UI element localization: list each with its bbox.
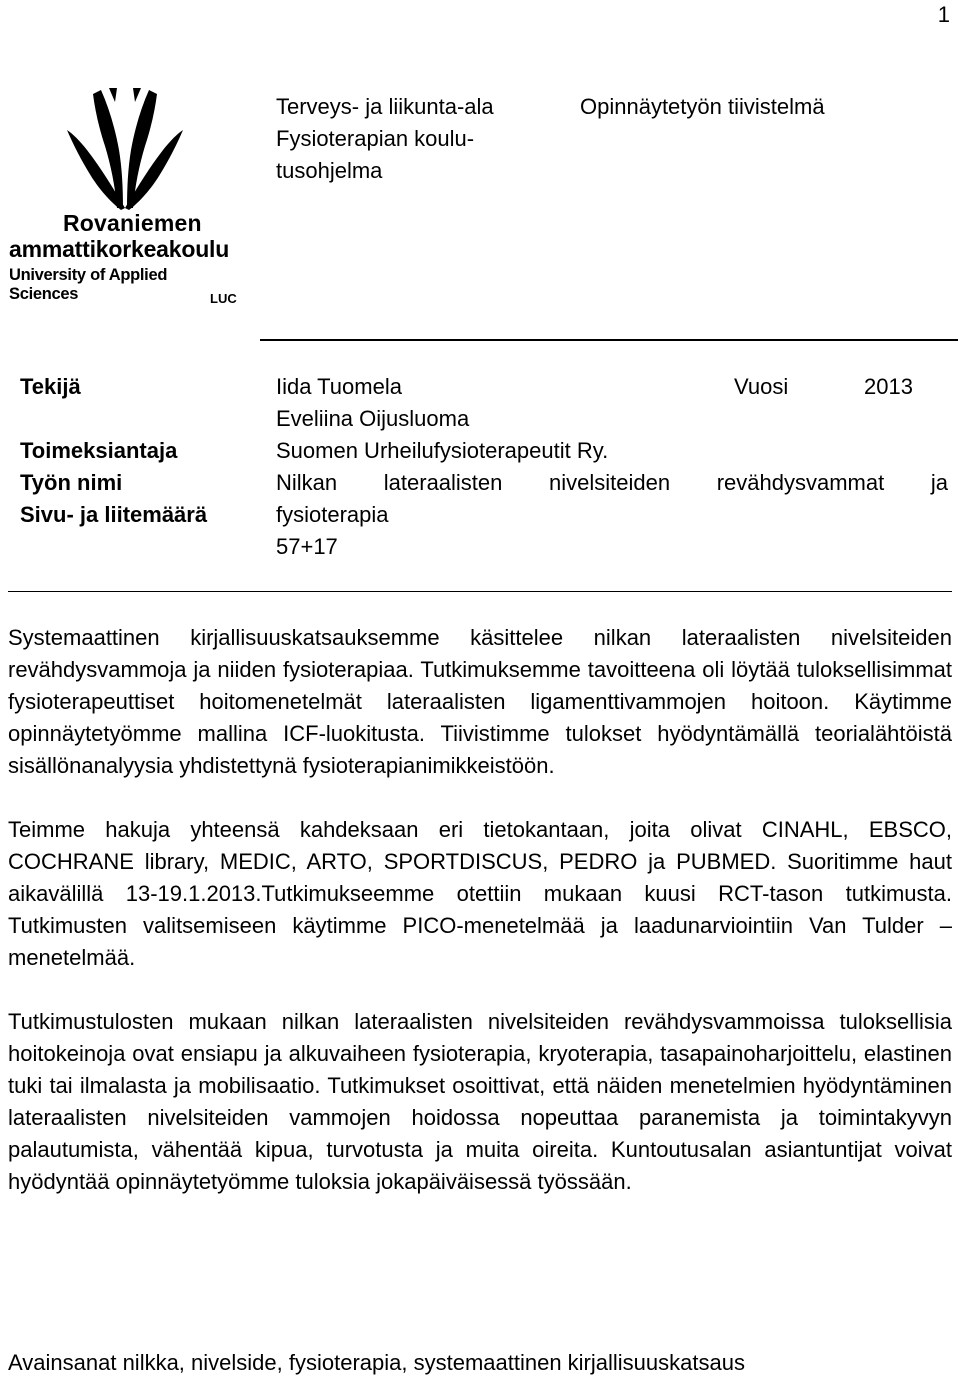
thesis-title-line: fysioterapia [276,502,389,527]
author-name: Eveliina Oijusluoma [276,406,470,431]
logo-line-3: University of Applied Sciences [9,266,168,303]
pages-value: 57+17 [276,534,338,559]
author-label: Tekijä [20,374,81,399]
abstract-paragraph: Tutkimustulosten mukaan nilkan lateraalisten nivelsiteiden revähdysvammoissa tuloksellisia hoitokeinoja ovat ensiapu ja alkuvaiheen fysioterapia, kryoterapia, tasapainoharjoittelu, elastinen tuki tai ilmalasta ja mobilisaatio. Tutkimukset osoittivat, että näiden menetelmien hyödyntäminen lateraalisten nivelsiteiden vammojen hoidossa nopeuttaa paranemista ja toimintakyvyn palautumista, vähentää kipua, turvotusta ja muita oireita. Kuntoutusalan asiantuntijat voivat hyödyntää opinnäytetyömme tuloksia jokapäiväisessä työssään. [8,1009,952,1194]
pages-label: Sivu- ja liitemäärä [20,502,208,527]
logo-line-4: LUC [210,291,237,306]
commissioner-label: Toimeksiantaja [20,438,178,463]
department-line: Fysioterapian koulu- [276,126,475,151]
year-label: Vuosi [734,374,789,399]
document-type: Opinnäytetyön tiivistelmä [580,94,825,119]
logo-emblem-icon [65,88,185,210]
university-logo [5,88,235,308]
author-name: Iida Tuomela [276,374,402,399]
keywords: Avainsanat nilkka, nivelside, fysioterapia, systemaattinen kirjallisuuskatsaus [8,1350,745,1375]
page-number: 1 [937,2,950,27]
year-value: 2013 [864,374,913,399]
department-line: Terveys- ja liikunta-ala [276,94,494,119]
department-block [276,91,566,187]
commissioner-value: Suomen Urheilufysioterapeutit Ry. [276,438,609,463]
thesis-title-line: Nilkan lateraalisten nivelsiteiden revähdysvammat ja [276,470,948,495]
abstract-paragraph: Systemaattinen kirjallisuuskatsauksemme käsittelee nilkan lateraalisten nivelsiteiden revähdysvammoja ja niiden fysioterapiaa. Tutkimuksemme tavoitteena oli löytää tuloksellisimmat fysioterapeuttiset hoitomenetelmät lateraalisten ligamenttivammojen hoitoon. Käytimme opinnäytetyömme mallina ICF-luokitusta. Tiivistimme tulokset hyödyntämällä teorialähtöistä sisällönanalyysia yhdistettynä fysioterapianimikkeistöön. [8,625,952,778]
title-label: Työn nimi [20,470,123,495]
header-rule [260,339,958,341]
logo-line-2: ammattikorkeakoulu [9,236,230,262]
abstract-paragraph: Teimme hakuja yhteensä kahdeksaan eri tietokantaan, joita olivat CINAHL, EBSCO, COCHRANE library, MEDIC, ARTO, SPORTDISCUS, PEDRO ja PUBMED. Suoritimme haut aikavälillä 13-19.1.2013.Tutkimukseemme otettiin mukaan kuusi RCT-tason tutkimusta. Tutkimusten valitsemiseen käytimme PICO-menetelmää ja laadunarviointiin Van Tulder – menetelmää. [8,817,952,970]
logo-line-1: Rovaniemen [63,210,202,236]
meta-rule [8,591,952,592]
abstract [8,622,952,1230]
department-line: tusohjelma [276,158,383,183]
